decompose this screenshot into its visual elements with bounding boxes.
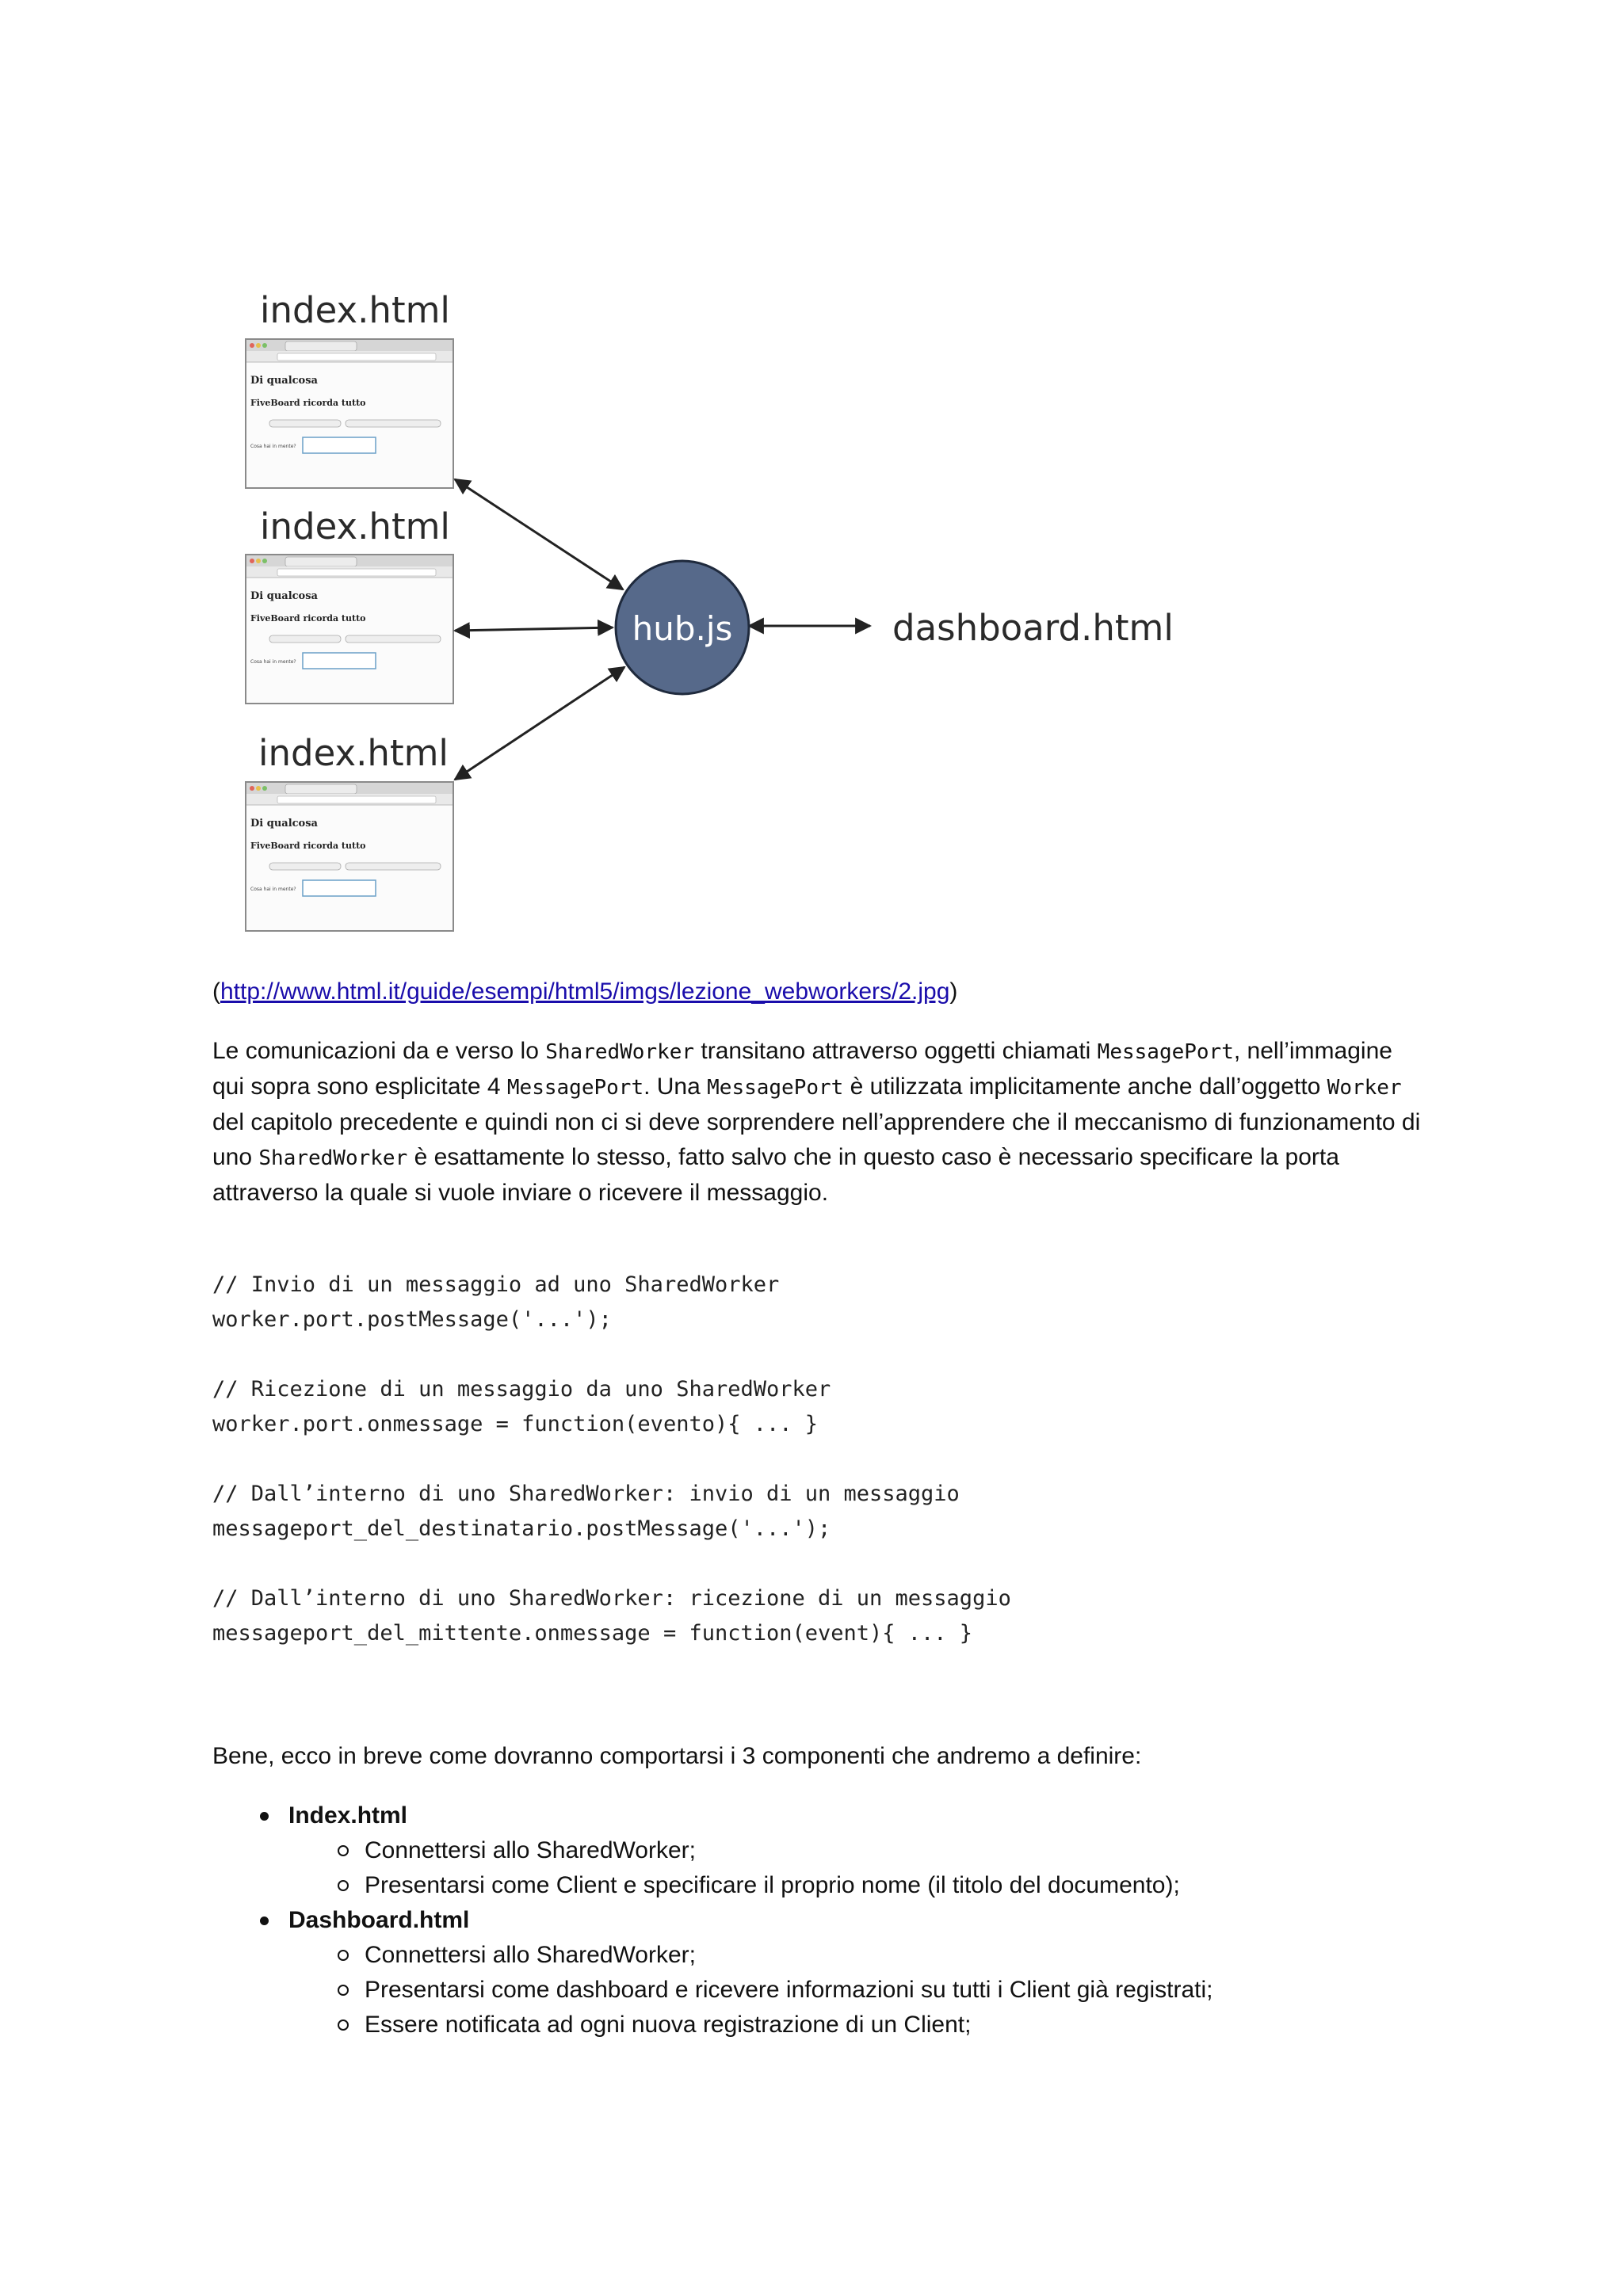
code-block: // Invio di un messaggio ad uno SharedWorker worker.port.postMessage('...'); // Ricezione di un messaggio da uno SharedWorker worker.port.onmessage = function(evento){ ... } // Dall’interno di uno SharedWorker: invio di un messaggio messageport_del_destinatario.postMessage('...'); // Dall’interno di uno SharedWorker: ricezione di un messaggio messageport_del_mittente.onmessage = function(event){ ... } xyxy=(212,1272,1011,1646)
mini-window-subtitle-1: FiveBoard ricorda tutto xyxy=(250,398,366,408)
paragraph-text: è utilizzata implicitamente anche dall’oggetto xyxy=(843,1074,1327,1100)
inline-code: MessagePort xyxy=(707,1076,844,1100)
paragraph-text: è esattamente lo stesso, fatto salvo che in questo caso è necessario specificare la porta attraverso la quale si vuole inviare o ricevere il messaggio. xyxy=(212,1144,1339,1206)
components-list xyxy=(212,1798,1480,2042)
inline-code: MessagePort xyxy=(1097,1040,1234,1064)
hub-label: hub.js xyxy=(632,609,733,648)
component-name: Index.html xyxy=(288,1802,408,1829)
figure-caption xyxy=(212,974,957,1009)
inline-code: SharedWorker xyxy=(545,1040,695,1064)
sub-list-item: Essere notificata ad ogni nuova registrazione di un Client; xyxy=(288,2008,1480,2042)
paragraph-text: transitano attraverso oggetti chiamati xyxy=(694,1038,1098,1064)
dashboard-label: dashboard.html xyxy=(892,607,1174,649)
sub-list-item: Connettersi allo SharedWorker; xyxy=(288,1833,1480,1868)
sub-list-item: Presentarsi come Client e specificare il proprio nome (il titolo del documento); xyxy=(288,1868,1480,1903)
client-window-2 xyxy=(246,505,453,704)
client-window-3 xyxy=(246,732,453,931)
mini-window-subtitle-3: FiveBoard ricorda tutto xyxy=(250,841,366,851)
inline-code: MessagePort xyxy=(506,1076,644,1100)
arrow-window1-hub xyxy=(455,479,623,589)
paragraph-text: . Una xyxy=(643,1074,708,1100)
component-name: Dashboard.html xyxy=(288,1907,470,1933)
sub-list-item: Connettersi allo SharedWorker; xyxy=(288,1938,1480,1973)
mini-window-field-label-2: Cosa hai in mente? xyxy=(250,659,296,665)
mini-window-title-3: Di qualcosa xyxy=(250,818,318,830)
paragraph-text: Le comunicazioni da e verso lo xyxy=(212,1038,546,1064)
caption-close-paren: ) xyxy=(949,978,958,1005)
sub-list xyxy=(288,1938,1480,2042)
mini-window-subtitle-2: FiveBoard ricorda tutto xyxy=(250,613,366,624)
sub-list xyxy=(288,1833,1480,1903)
window-label-3: index.html xyxy=(258,732,449,774)
client-window-1 xyxy=(246,289,453,488)
mini-window-field-label-1: Cosa hai in mente? xyxy=(250,444,296,449)
mini-window-field-label-3: Cosa hai in mente? xyxy=(250,887,296,892)
paragraph-text: del capitolo precedente e quindi non ci si deve sorprendere nell’apprendere che il meccanismo di funzionamento di uno xyxy=(212,1109,1421,1170)
components-intro: Bene, ecco in breve come dovranno comportarsi i 3 componenti che andremo a definire: xyxy=(212,1743,1142,1769)
window-label-2: index.html xyxy=(260,505,450,547)
window-label-1: index.html xyxy=(260,289,450,331)
caption-open-paren: ( xyxy=(212,978,220,1005)
mini-window-title-2: Di qualcosa xyxy=(250,590,318,602)
list-item xyxy=(212,1903,1480,2042)
paragraph-text: , nell’immagine qui sopra sono esplicitate 4 xyxy=(212,1038,1392,1100)
image-source-link[interactable]: http://www.html.it/guide/esempi/html5/imgs/lezione_webworkers/2.jpg xyxy=(220,978,950,1005)
inline-code: Worker xyxy=(1327,1076,1402,1100)
architecture-diagram xyxy=(236,287,1441,936)
arrow-window3-hub xyxy=(455,667,624,780)
diagram-svg xyxy=(236,287,1441,936)
sub-list-item: Presentarsi come dashboard e ricevere informazioni su tutti i Client già registrati; xyxy=(288,1973,1480,2008)
messageport-paragraph xyxy=(212,1034,1425,1211)
list-item xyxy=(212,1798,1480,1903)
inline-code: SharedWorker xyxy=(258,1146,408,1170)
hub-node xyxy=(616,561,749,694)
arrow-window2-hub xyxy=(455,627,613,631)
mini-window-title-1: Di qualcosa xyxy=(250,375,318,387)
